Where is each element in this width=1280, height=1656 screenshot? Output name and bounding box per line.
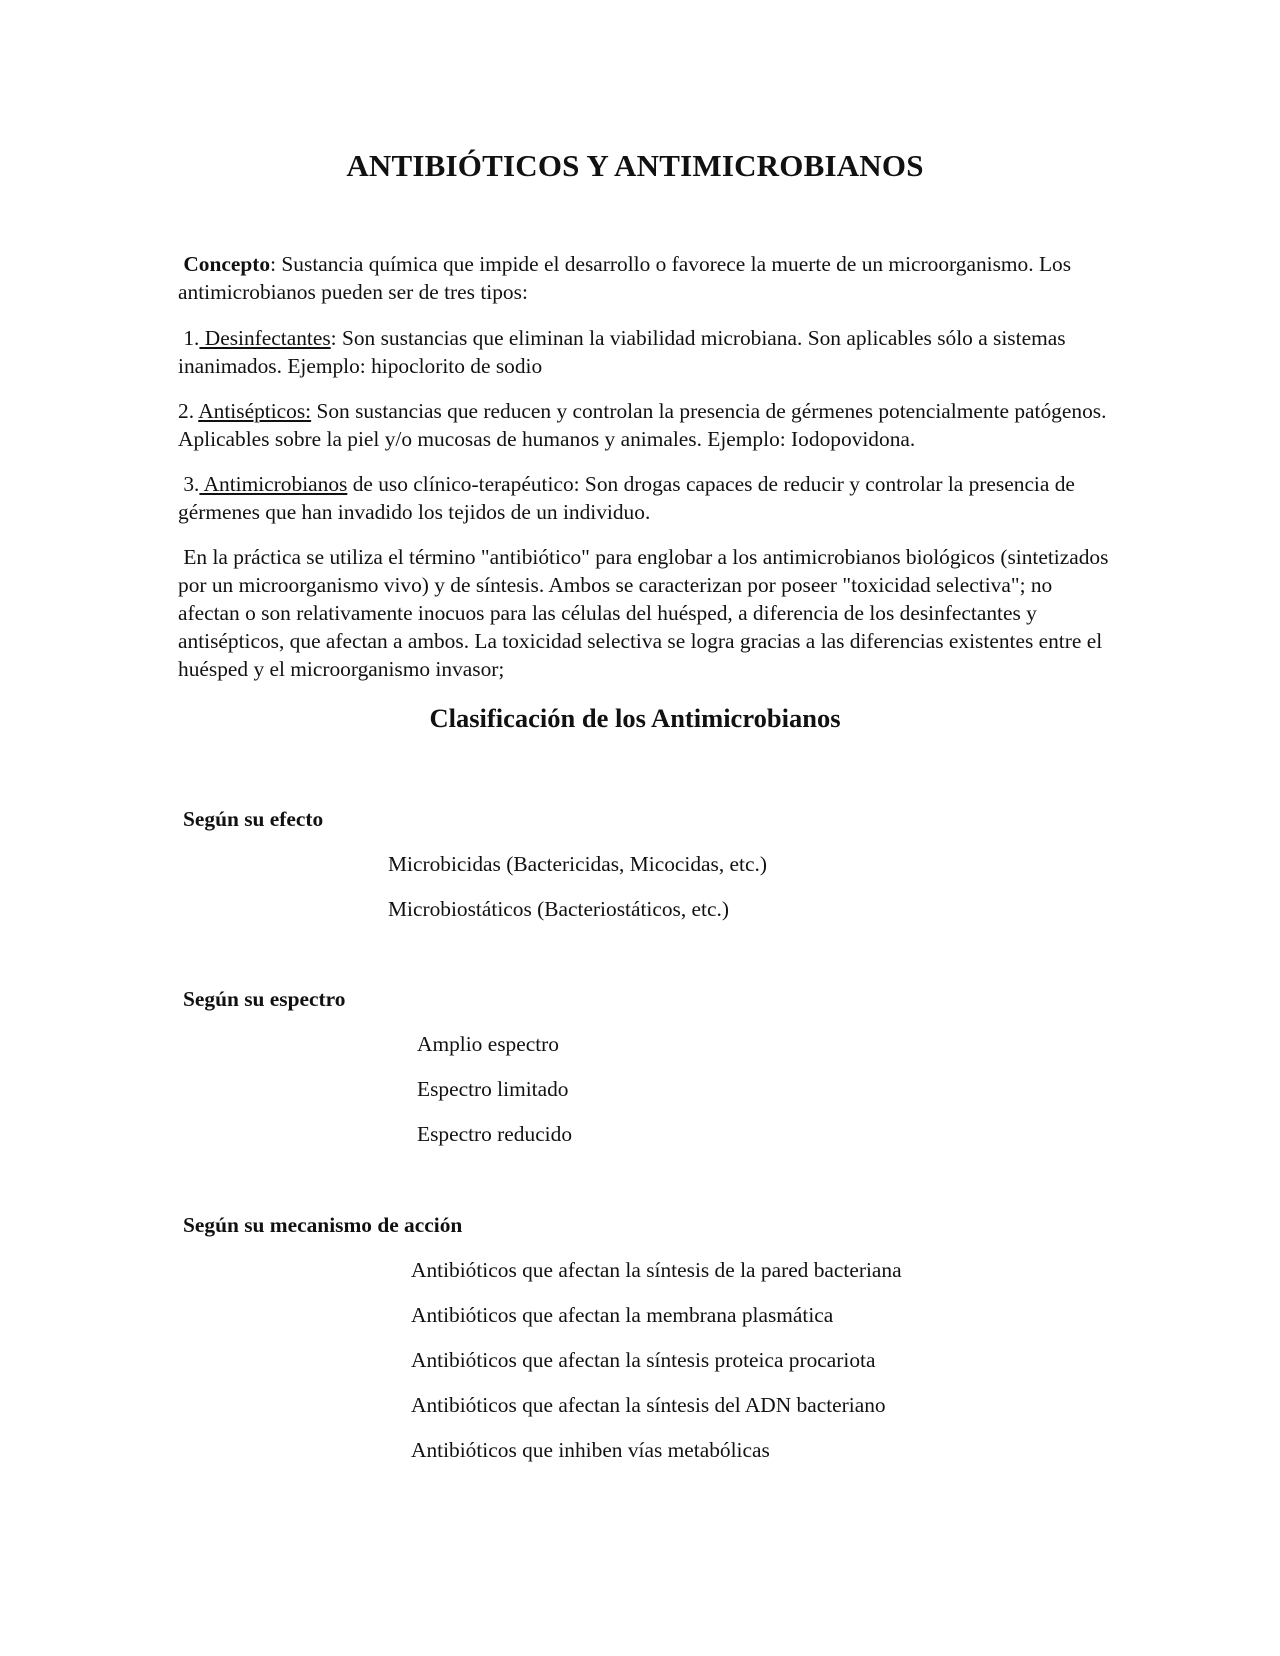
- mecanismo-item: Antibióticos que afectan la síntesis proteica procariota: [411, 1348, 876, 1372]
- tipo-number: 1.: [183, 326, 200, 350]
- mecanismo-item: Antibióticos que afectan la membrana plasmática: [411, 1303, 834, 1327]
- tipo-number: 2.: [178, 399, 199, 423]
- clasificacion-title: Clasificación de los Antimicrobianos: [429, 703, 841, 733]
- espectro-label: Según su espectro: [183, 987, 346, 1011]
- espectro-item: Espectro limitado: [417, 1077, 569, 1101]
- tipo-term: Desinfectantes: [199, 326, 331, 350]
- mecanismo-item: Antibióticos que afectan la síntesis del ADN bacteriano: [411, 1393, 886, 1417]
- concepto-paragraph: [178, 250, 1118, 306]
- mecanismo-item: Antibióticos que inhiben vías metabólicas: [411, 1438, 770, 1462]
- concepto-text: : Sustancia química que impide el desarrollo o favorece la muerte de un microorganismo. Los antimicrobianos pueden ser de tres tipos:: [178, 252, 1072, 304]
- efecto-label: Según su efecto: [183, 807, 324, 831]
- tipo-text: : Son sustancias que eliminan la viabilidad microbiana. Son aplicables sólo a sistemas inanimados. Ejemplo: hipoclorito de sodio: [178, 326, 1066, 378]
- efecto-item: Microbicidas (Bactericidas, Micocidas, etc.): [388, 852, 767, 876]
- tipo-antimicrobianos-paragraph: [178, 470, 1118, 526]
- tipo-desinfectantes-paragraph: [178, 324, 1118, 380]
- mecanismo-label: Según su mecanismo de acción: [183, 1213, 463, 1237]
- efecto-item: Microbiostáticos (Bacteriostáticos, etc.): [388, 897, 729, 921]
- tipo-term: Antisépticos:: [198, 399, 312, 423]
- page-title: ANTIBIÓTICOS Y ANTIMICROBIANOS: [346, 148, 924, 183]
- practica-paragraph: [178, 543, 1118, 683]
- practica-text: En la práctica se utiliza el término "antibiótico" para englobar a los antimicrobianos biológicos (sintetizados por un microorganismo vivo) y de síntesis. Ambos se caracterizan por poseer "toxicidad selectiva"; no afectan o son relativamente inocuos para las células del huésped, a diferencia de los desinfectantes y antisépticos, que afectan a ambos. La toxicidad selectiva se logra gracias a las diferencias existentes entre el huésped y el microorganismo invasor;: [178, 545, 1109, 681]
- tipo-antisepticos-paragraph: [178, 397, 1118, 453]
- tipo-text: Son sustancias que reducen y controlan la presencia de gérmenes potencialmente patógenos. Aplicables sobre la piel y/o mucosas de humanos y animales. Ejemplo: Iodopovidona.: [178, 399, 1107, 451]
- tipo-number: 3.: [183, 472, 200, 496]
- espectro-item: Amplio espectro: [417, 1032, 559, 1056]
- concepto-label: Concepto: [183, 252, 271, 276]
- tipo-text: de uso clínico-terapéutico: Son drogas capaces de reducir y controlar la presencia de gérmenes que han invadido los tejidos de un individuo.: [178, 472, 1075, 524]
- mecanismo-item: Antibióticos que afectan la síntesis de la pared bacteriana: [411, 1258, 902, 1282]
- espectro-item: Espectro reducido: [417, 1122, 573, 1146]
- tipo-term: Antimicrobianos: [199, 472, 348, 496]
